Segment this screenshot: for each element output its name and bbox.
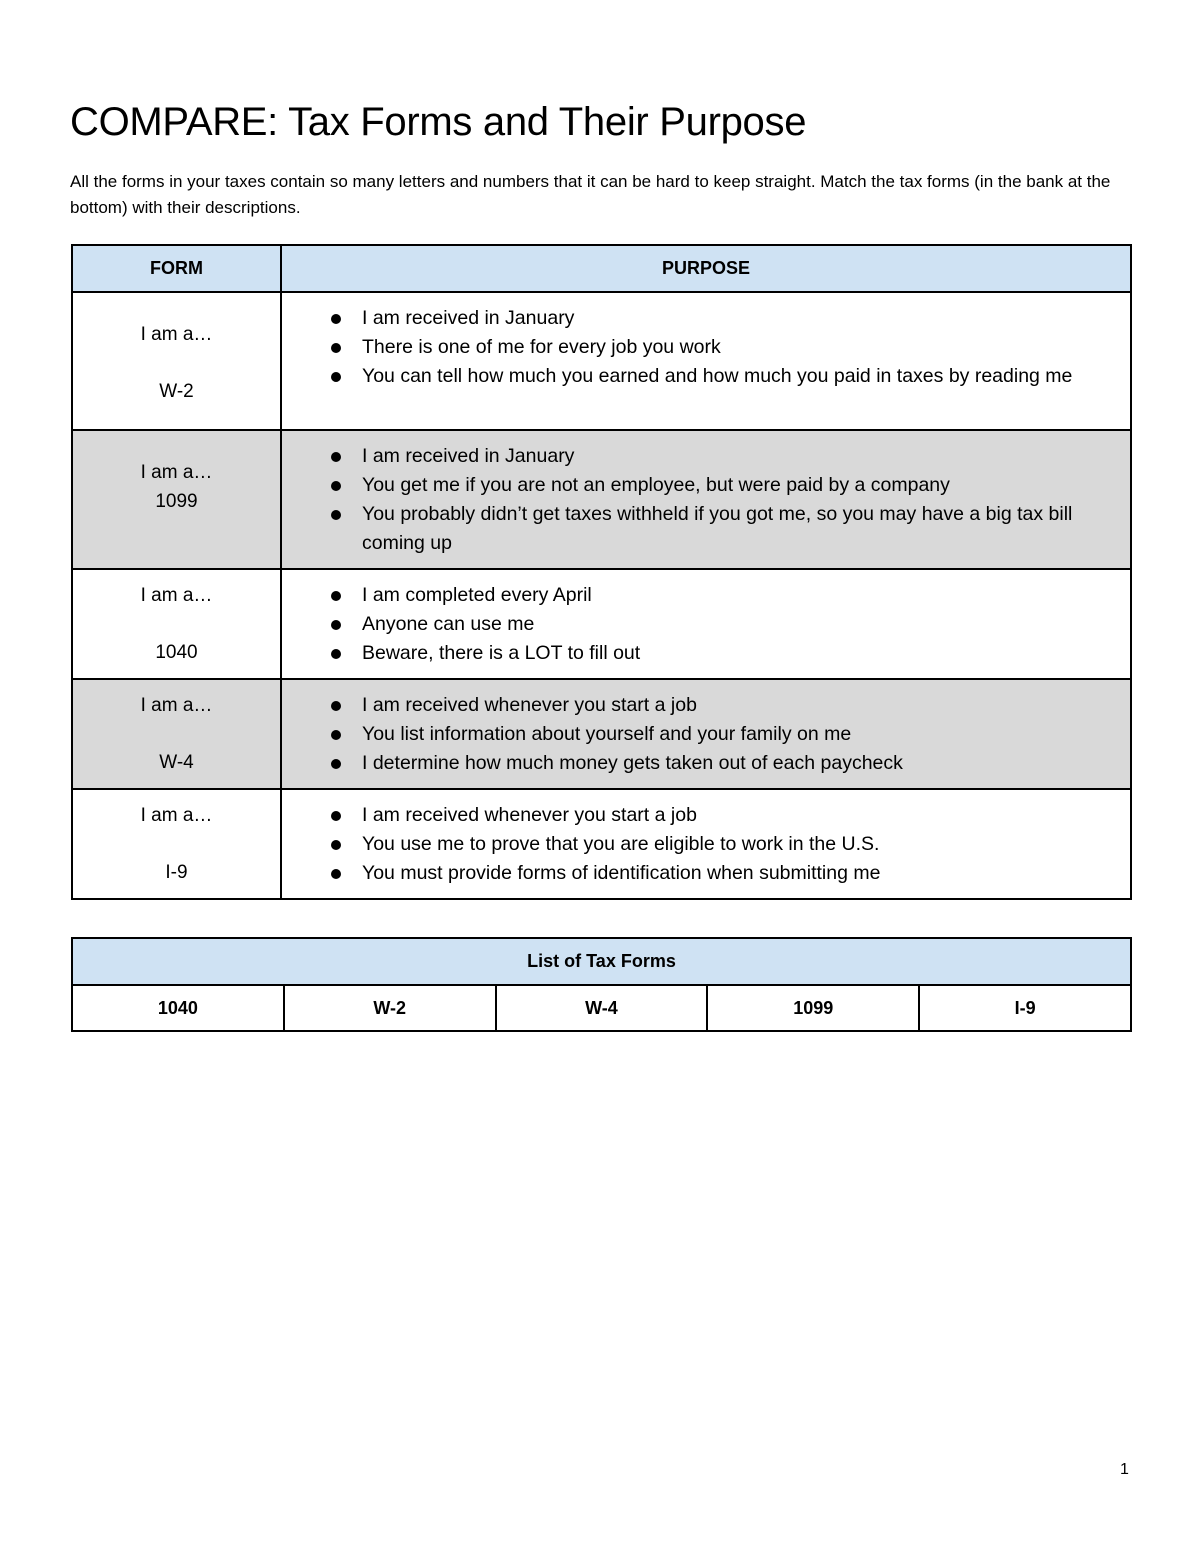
bank-form-cell: W-4 xyxy=(496,985,708,1031)
purpose-list xyxy=(282,304,1118,391)
purpose-cell xyxy=(281,679,1131,789)
purpose-column-header: PURPOSE xyxy=(281,245,1131,292)
form-cell xyxy=(72,789,281,899)
purpose-list xyxy=(282,442,1118,558)
purpose-item: I am completed every April xyxy=(362,581,1118,610)
purpose-list xyxy=(282,581,1118,668)
bank-form-cell: 1099 xyxy=(707,985,919,1031)
form-cell xyxy=(72,430,281,569)
form-column-header: FORM xyxy=(72,245,281,292)
purpose-item: You probably didn’t get taxes withheld if you got me, so you may have a big tax bill coming up xyxy=(362,500,1118,558)
bank-title: List of Tax Forms xyxy=(72,938,1131,985)
purpose-item: I am received in January xyxy=(362,442,1118,471)
form-label: I am a… xyxy=(140,324,213,345)
form-cell xyxy=(72,569,281,679)
purpose-item: Anyone can use me xyxy=(362,610,1118,639)
page-title: COMPARE: Tax Forms and Their Purpose xyxy=(70,100,807,144)
table-row xyxy=(72,679,1131,789)
purpose-item: I am received in January xyxy=(362,304,1118,333)
purpose-list xyxy=(282,801,1118,888)
form-name: I-9 xyxy=(165,862,188,883)
form-name: 1040 xyxy=(155,642,198,663)
purpose-item: Beware, there is a LOT to fill out xyxy=(362,639,1118,668)
table-row xyxy=(72,430,1131,569)
purpose-cell xyxy=(281,292,1131,430)
form-label: I am a… xyxy=(140,695,213,716)
form-label: I am a… xyxy=(140,805,213,826)
table-row xyxy=(72,789,1131,899)
purpose-cell xyxy=(281,569,1131,679)
purpose-list xyxy=(282,691,1118,778)
purpose-item: I determine how much money gets taken out of each paycheck xyxy=(362,749,1118,778)
purpose-cell xyxy=(281,430,1131,569)
form-cell xyxy=(72,679,281,789)
bank-forms-row xyxy=(72,985,1131,1031)
table-row xyxy=(72,569,1131,679)
form-label: I am a… xyxy=(140,462,213,483)
bank-form-cell: I-9 xyxy=(919,985,1131,1031)
bank-form-cell: 1040 xyxy=(72,985,284,1031)
purpose-item: You must provide forms of identification when submitting me xyxy=(362,859,1118,888)
purpose-item: You list information about yourself and your family on me xyxy=(362,720,1118,749)
form-name: W-4 xyxy=(159,752,194,773)
bank-title-row xyxy=(72,938,1131,985)
bank-form-cell: W-2 xyxy=(284,985,496,1031)
tax-forms-bank xyxy=(71,937,1132,1032)
purpose-item: I am received whenever you start a job xyxy=(362,801,1118,830)
purpose-item: You use me to prove that you are eligible to work in the U.S. xyxy=(362,830,1118,859)
purpose-item: You can tell how much you earned and how much you paid in taxes by reading me xyxy=(362,362,1118,391)
form-label: I am a… xyxy=(140,585,213,606)
purpose-cell xyxy=(281,789,1131,899)
purpose-item: There is one of me for every job you work xyxy=(362,333,1118,362)
form-name: 1099 xyxy=(155,491,198,512)
purpose-item: You get me if you are not an employee, but were paid by a company xyxy=(362,471,1118,500)
intro-paragraph: All the forms in your taxes contain so many letters and numbers that it can be hard to keep straight. Match the tax forms (in the bank at the bottom) with their descriptions. xyxy=(70,172,1111,217)
tax-forms-table xyxy=(71,244,1132,900)
table-row xyxy=(72,292,1131,430)
table-header-row xyxy=(72,245,1131,292)
purpose-item: I am received whenever you start a job xyxy=(362,691,1118,720)
form-name: W-2 xyxy=(159,381,194,402)
form-cell xyxy=(72,292,281,430)
page-number: 1 xyxy=(1120,1461,1129,1478)
